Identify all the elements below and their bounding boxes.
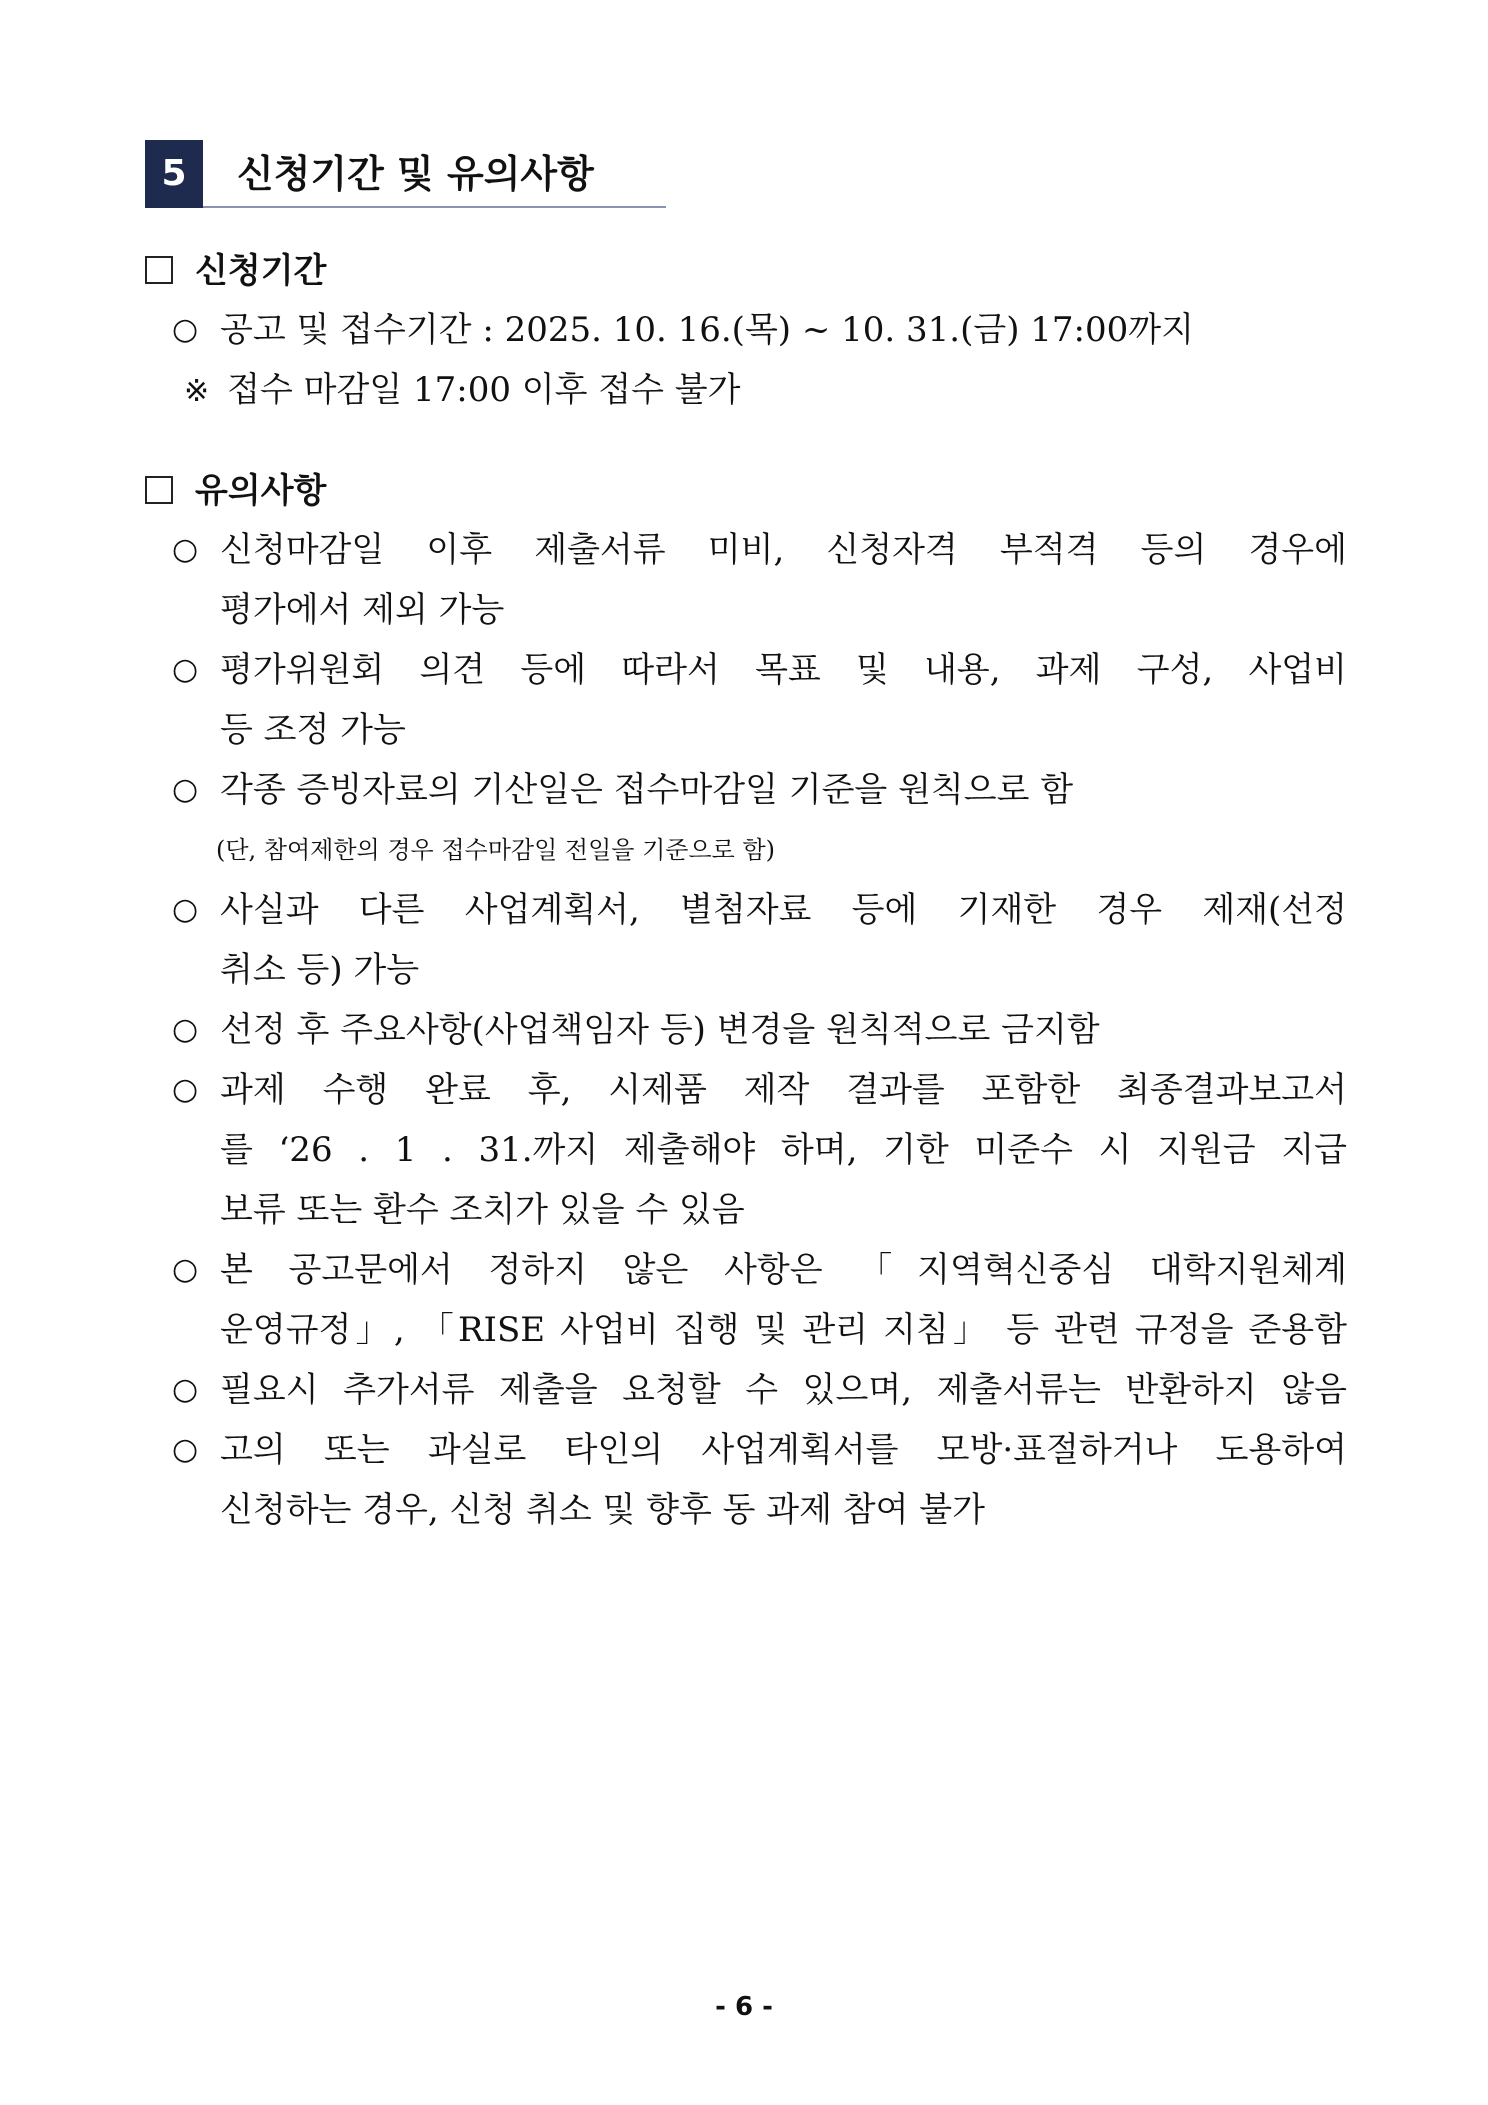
list-item-line: 를 ‘26 . 1 . 31.까지 제출해야 하며, 기한 미준수 시 지원금 지급 [220, 1130, 1347, 1170]
bullet-circle-icon: ○ [172, 892, 199, 927]
list-item-line: 등 조정 가능 [220, 710, 406, 750]
bullet-circle-icon: ○ [172, 1372, 199, 1407]
list-item-line: 사실과 다른 사업계획서, 별첨자료 등에 기재한 경우 제재(선정 [220, 890, 1347, 930]
section-title: 신청기간 및 유의사항 [237, 152, 594, 196]
list-item-line: 취소 등) 가능 [220, 950, 420, 990]
list-item-line: 운영규정」, 「RISE 사업비 집행 및 관리 지침」 등 관련 규정을 준용함 [220, 1310, 1347, 1350]
list-item-line: 과제 수행 완료 후, 시제품 제작 결과를 포함한 최종결과보고서 [220, 1070, 1347, 1110]
list-item-line: (단, 참여제한의 경우 접수마감일 전일을 기준으로 함) [216, 836, 775, 864]
subsection-heading-period [145, 246, 326, 296]
bullet-circle-icon: ○ [172, 1252, 199, 1287]
bullet-circle-icon: ○ [172, 532, 199, 567]
checkbox-square-icon [145, 476, 173, 504]
note [184, 360, 740, 422]
bullet-circle-icon: ○ [172, 772, 199, 807]
bullet-circle-icon: ○ [172, 1072, 199, 1107]
list-item-line: 고의 또는 과실로 타인의 사업계획서를 모방·표절하거나 도용하여 [220, 1430, 1347, 1470]
checkbox-square-icon [145, 256, 173, 284]
list-item-line: 신청마감일 이후 제출서류 미비, 신청자격 부적격 등의 경우에 [220, 530, 1347, 570]
list-item-line: 선정 후 주요사항(사업책임자 등) 변경을 원칙적으로 금지함 [220, 1010, 1100, 1050]
list-item-line: 평가에서 제외 가능 [220, 590, 505, 630]
bullet-circle-icon: ○ [172, 652, 199, 687]
list-item-line: 신청하는 경우, 신청 취소 및 향후 동 과제 참여 불가 [220, 1490, 985, 1530]
section-underline [203, 206, 666, 208]
page-number: - 6 - [715, 1992, 773, 2022]
subsection-heading-text: 유의사항 [195, 471, 327, 511]
section-header [145, 140, 666, 210]
list-item-line: 각종 증빙자료의 기산일은 접수마감일 기준을 원칙으로 함 [220, 770, 1074, 810]
bullet-circle-icon: ○ [172, 1432, 199, 1467]
bullet-circle-icon: ○ [172, 312, 199, 347]
list-item-line: 평가위원회 의견 등에 따라서 목표 및 내용, 과제 구성, 사업비 [220, 650, 1347, 690]
list-item-line: 본 공고문에서 정하지 않은 사항은 「지역혁신중심 대학지원체계 [220, 1250, 1347, 1290]
subsection-heading-text: 신청기간 [195, 251, 327, 291]
note-text: 접수 마감일 17:00 이후 접수 불가 [227, 370, 741, 410]
bullet-circle-icon: ○ [172, 1012, 199, 1047]
list-item-line: 공고 및 접수기간 : 2025. 10. 16.(목) ~ 10. 31.(금) 17:00까지 [220, 310, 1194, 350]
list-item-line: 보류 또는 환수 조치가 있을 수 있음 [220, 1190, 745, 1230]
reference-mark-icon: ※ [184, 374, 210, 409]
list-item-line: 필요시 추가서류 제출을 요청할 수 있으며, 제출서류는 반환하지 않음 [220, 1370, 1347, 1410]
section-number-badge: 5 [145, 140, 203, 208]
subsection-heading-notes [145, 466, 326, 516]
